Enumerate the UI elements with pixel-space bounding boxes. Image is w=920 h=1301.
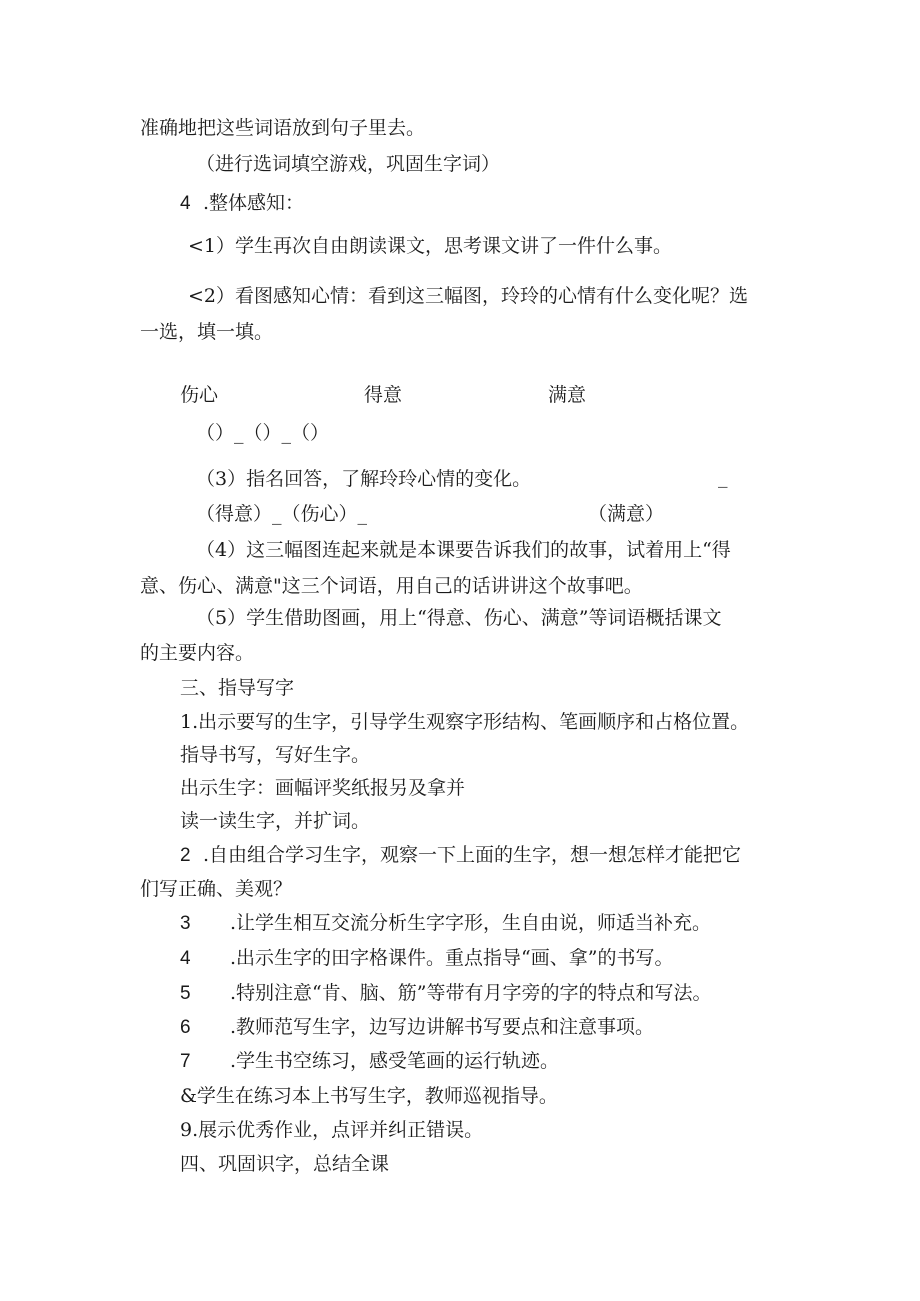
text-line: 们写正确、美观？ bbox=[140, 878, 293, 900]
answer-line: （得意）_（伤心）_ bbox=[196, 503, 368, 525]
text-line: <2）看图感知心情：看到这三幅图，玲玲的心情有什么变化呢？选 bbox=[188, 285, 749, 307]
text-line: .出示生字的田字格课件。重点指导“画、拿”的书写。 bbox=[230, 947, 674, 969]
list-number: 6 bbox=[180, 1017, 191, 1038]
text-line: .自由组合学习生字，观察一下上面的生字，想一想怎样才能把它 bbox=[203, 844, 742, 866]
list-number: 5 bbox=[180, 983, 191, 1004]
text-line: 读一读生字，并扩词。 bbox=[180, 810, 371, 832]
emotion-word: 得意 bbox=[364, 384, 403, 406]
section-heading: 四、巩固识字，总结全课 bbox=[180, 1153, 390, 1175]
text-line: 一选，填一填。 bbox=[140, 321, 274, 343]
text-line: <1）学生再次自由朗读课文，思考课文讲了一件什么事。 bbox=[188, 235, 673, 257]
text-line: .学生书空练习，感受笔画的运行轨迹。 bbox=[230, 1050, 560, 1072]
answer-line: （满意） bbox=[588, 503, 665, 525]
text-line: （进行选词填空游戏，巩固生字词） bbox=[196, 153, 501, 175]
text-line: 准确地把这些词语放到句子里去。 bbox=[140, 117, 426, 139]
fill-blank-line: （）_（）_（） bbox=[196, 422, 330, 444]
text-line: .特别注意“肯、脑、筋”等带有月字旁的字的特点和写法。 bbox=[230, 982, 712, 1004]
section-heading: .整体感知： bbox=[203, 192, 305, 214]
list-number: 4 bbox=[180, 948, 191, 969]
text-line: （5）学生借助图画，用上“得意、伤心、满意”等词语概括课文 bbox=[196, 607, 722, 629]
list-number: 3 bbox=[180, 913, 191, 934]
underscore-mark: _ bbox=[718, 466, 728, 488]
text-line: 的主要内容。 bbox=[140, 642, 255, 664]
text-line: .教师范写生字，边写边讲解书写要点和注意事项。 bbox=[230, 1016, 655, 1038]
text-line: 意、伤心、满意"这三个词语，用自己的话讲讲这个故事吧。 bbox=[140, 575, 643, 597]
text-line: 9.展示优秀作业，点评并纠正错误。 bbox=[180, 1119, 484, 1141]
list-number: 4 bbox=[180, 193, 191, 214]
text-line: （3）指名回答，了解玲玲心情的变化。 bbox=[196, 468, 532, 490]
emotion-word: 伤心 bbox=[180, 384, 219, 406]
list-number: 2 bbox=[180, 845, 191, 866]
text-line: &学生在练习本上书写生字，教师巡视指导。 bbox=[180, 1085, 558, 1107]
list-number: 7 bbox=[180, 1051, 191, 1072]
text-line: 出示生字：画幅评奖纸报另及拿并 bbox=[180, 777, 466, 799]
text-line: （4）这三幅图连起来就是本课要告诉我们的故事，试着用上“得 bbox=[196, 539, 731, 561]
section-heading: 三、指导写字 bbox=[180, 677, 295, 699]
emotion-word: 满意 bbox=[548, 384, 587, 406]
text-line: 指导书写，写好生字。 bbox=[180, 744, 371, 766]
text-line: 1.出示要写的生字，引导学生观察字形结构、笔画顺序和占格位置。 bbox=[180, 711, 750, 733]
text-line: .让学生相互交流分析生字字形，生自由说，师适当补充。 bbox=[230, 912, 712, 934]
